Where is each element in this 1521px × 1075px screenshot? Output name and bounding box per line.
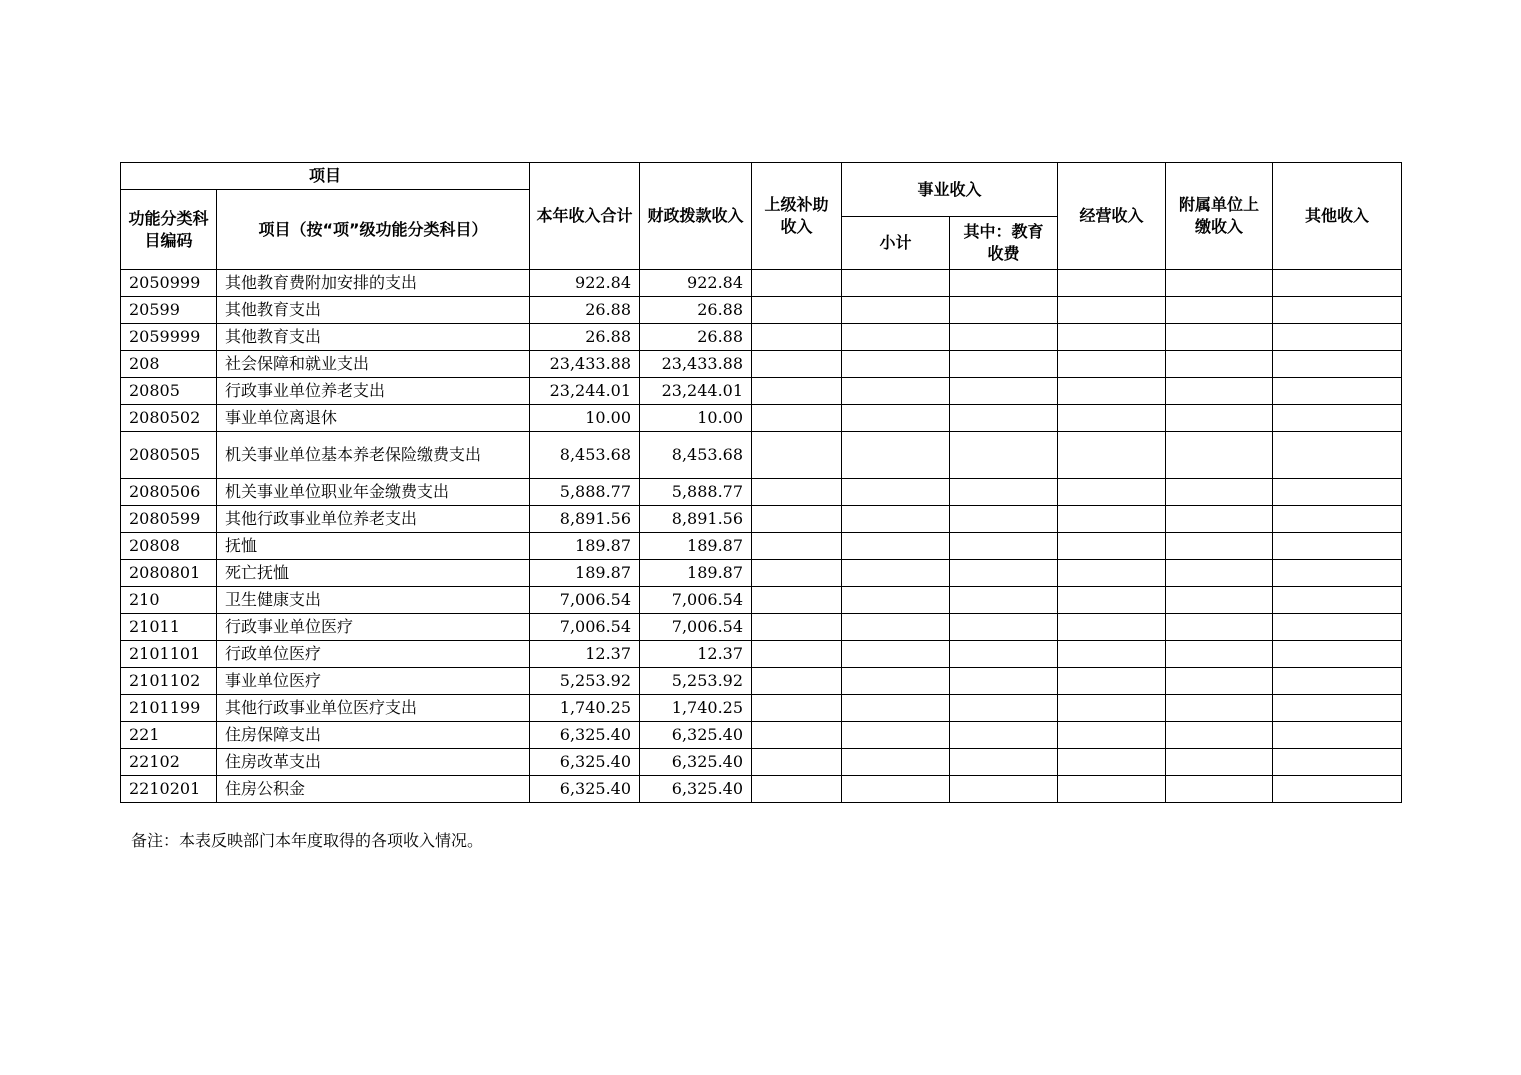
row-total: 23,433.88 bbox=[530, 351, 640, 378]
row-affiliated bbox=[1166, 641, 1273, 668]
row-education-fee bbox=[950, 533, 1058, 560]
row-code: 2101101 bbox=[121, 641, 217, 668]
row-name: 住房保障支出 bbox=[217, 722, 530, 749]
row-superior bbox=[752, 776, 842, 803]
row-other bbox=[1273, 533, 1402, 560]
header-code: 功能分类科目编码 bbox=[121, 190, 217, 270]
header-fiscal: 财政拨款收入 bbox=[640, 163, 752, 270]
row-other bbox=[1273, 560, 1402, 587]
row-code: 2101102 bbox=[121, 668, 217, 695]
row-superior bbox=[752, 749, 842, 776]
row-operating bbox=[1058, 614, 1166, 641]
row-other bbox=[1273, 506, 1402, 533]
row-name: 社会保障和就业支出 bbox=[217, 351, 530, 378]
row-operating bbox=[1058, 324, 1166, 351]
row-total: 5,888.77 bbox=[530, 479, 640, 506]
row-code: 20808 bbox=[121, 533, 217, 560]
row-total: 23,244.01 bbox=[530, 378, 640, 405]
row-affiliated bbox=[1166, 560, 1273, 587]
row-code: 210 bbox=[121, 587, 217, 614]
row-other bbox=[1273, 270, 1402, 297]
row-education-fee bbox=[950, 479, 1058, 506]
header-name: 项目（按“项”级功能分类科目） bbox=[217, 190, 530, 270]
income-table bbox=[120, 162, 1402, 803]
row-affiliated bbox=[1166, 297, 1273, 324]
header-business-group: 事业收入 bbox=[842, 163, 1058, 217]
header-superior: 上级补助收入 bbox=[752, 163, 842, 270]
row-other bbox=[1273, 641, 1402, 668]
row-code: 2080599 bbox=[121, 506, 217, 533]
row-other bbox=[1273, 722, 1402, 749]
row-other bbox=[1273, 668, 1402, 695]
row-name: 行政单位医疗 bbox=[217, 641, 530, 668]
row-code: 21011 bbox=[121, 614, 217, 641]
table-row bbox=[121, 405, 1402, 432]
row-total: 1,740.25 bbox=[530, 695, 640, 722]
row-total: 8,453.68 bbox=[530, 432, 640, 479]
row-operating bbox=[1058, 749, 1166, 776]
row-affiliated bbox=[1166, 324, 1273, 351]
row-fiscal: 7,006.54 bbox=[640, 614, 752, 641]
row-affiliated bbox=[1166, 749, 1273, 776]
row-total: 6,325.40 bbox=[530, 722, 640, 749]
row-fiscal: 8,453.68 bbox=[640, 432, 752, 479]
row-operating bbox=[1058, 533, 1166, 560]
row-subtotal bbox=[842, 270, 950, 297]
row-education-fee bbox=[950, 695, 1058, 722]
row-fiscal: 1,740.25 bbox=[640, 695, 752, 722]
row-affiliated bbox=[1166, 479, 1273, 506]
row-subtotal bbox=[842, 351, 950, 378]
table-row bbox=[121, 560, 1402, 587]
row-operating bbox=[1058, 776, 1166, 803]
row-education-fee bbox=[950, 351, 1058, 378]
row-superior bbox=[752, 560, 842, 587]
row-total: 12.37 bbox=[530, 641, 640, 668]
row-code: 2080801 bbox=[121, 560, 217, 587]
table-row bbox=[121, 533, 1402, 560]
table-body bbox=[121, 270, 1402, 803]
row-name: 住房公积金 bbox=[217, 776, 530, 803]
row-subtotal bbox=[842, 695, 950, 722]
table-row bbox=[121, 641, 1402, 668]
row-name: 其他教育支出 bbox=[217, 324, 530, 351]
row-education-fee bbox=[950, 776, 1058, 803]
table-row bbox=[121, 270, 1402, 297]
row-affiliated bbox=[1166, 614, 1273, 641]
row-subtotal bbox=[842, 749, 950, 776]
table-row bbox=[121, 506, 1402, 533]
row-superior bbox=[752, 378, 842, 405]
row-subtotal bbox=[842, 776, 950, 803]
row-superior bbox=[752, 506, 842, 533]
row-total: 10.00 bbox=[530, 405, 640, 432]
table-row bbox=[121, 324, 1402, 351]
row-fiscal: 6,325.40 bbox=[640, 749, 752, 776]
row-fiscal: 10.00 bbox=[640, 405, 752, 432]
header-project-group: 项目 bbox=[121, 163, 530, 190]
row-education-fee bbox=[950, 614, 1058, 641]
row-total: 7,006.54 bbox=[530, 587, 640, 614]
row-affiliated bbox=[1166, 587, 1273, 614]
row-name: 机关事业单位基本养老保险缴费支出 bbox=[217, 432, 530, 479]
header-affiliated: 附属单位上缴收入 bbox=[1166, 163, 1273, 270]
row-education-fee bbox=[950, 587, 1058, 614]
row-fiscal: 6,325.40 bbox=[640, 776, 752, 803]
row-other bbox=[1273, 749, 1402, 776]
row-other bbox=[1273, 776, 1402, 803]
row-superior bbox=[752, 351, 842, 378]
row-fiscal: 6,325.40 bbox=[640, 722, 752, 749]
row-name: 事业单位医疗 bbox=[217, 668, 530, 695]
row-subtotal bbox=[842, 324, 950, 351]
row-superior bbox=[752, 668, 842, 695]
row-superior bbox=[752, 587, 842, 614]
row-operating bbox=[1058, 479, 1166, 506]
row-subtotal bbox=[842, 297, 950, 324]
row-subtotal bbox=[842, 722, 950, 749]
row-total: 26.88 bbox=[530, 324, 640, 351]
row-operating bbox=[1058, 405, 1166, 432]
row-fiscal: 23,433.88 bbox=[640, 351, 752, 378]
row-superior bbox=[752, 614, 842, 641]
table-row bbox=[121, 479, 1402, 506]
table-header bbox=[121, 163, 1402, 270]
row-code: 208 bbox=[121, 351, 217, 378]
row-total: 189.87 bbox=[530, 560, 640, 587]
row-fiscal: 5,888.77 bbox=[640, 479, 752, 506]
row-education-fee bbox=[950, 560, 1058, 587]
row-operating bbox=[1058, 351, 1166, 378]
row-superior bbox=[752, 432, 842, 479]
row-name: 住房改革支出 bbox=[217, 749, 530, 776]
row-fiscal: 189.87 bbox=[640, 560, 752, 587]
table-row bbox=[121, 722, 1402, 749]
row-subtotal bbox=[842, 587, 950, 614]
header-education-fee: 其中：教育收费 bbox=[950, 217, 1058, 270]
row-education-fee bbox=[950, 324, 1058, 351]
row-total: 6,325.40 bbox=[530, 776, 640, 803]
row-subtotal bbox=[842, 506, 950, 533]
row-fiscal: 7,006.54 bbox=[640, 587, 752, 614]
row-code: 2080505 bbox=[121, 432, 217, 479]
row-other bbox=[1273, 479, 1402, 506]
row-other bbox=[1273, 587, 1402, 614]
row-name: 行政事业单位养老支出 bbox=[217, 378, 530, 405]
row-affiliated bbox=[1166, 695, 1273, 722]
row-education-fee bbox=[950, 506, 1058, 533]
row-operating bbox=[1058, 378, 1166, 405]
row-name: 其他行政事业单位医疗支出 bbox=[217, 695, 530, 722]
row-total: 5,253.92 bbox=[530, 668, 640, 695]
row-education-fee bbox=[950, 405, 1058, 432]
row-other bbox=[1273, 405, 1402, 432]
row-operating bbox=[1058, 722, 1166, 749]
row-operating bbox=[1058, 587, 1166, 614]
row-education-fee bbox=[950, 641, 1058, 668]
row-total: 189.87 bbox=[530, 533, 640, 560]
row-superior bbox=[752, 405, 842, 432]
row-fiscal: 922.84 bbox=[640, 270, 752, 297]
row-name: 其他教育费附加安排的支出 bbox=[217, 270, 530, 297]
row-code: 2101199 bbox=[121, 695, 217, 722]
row-subtotal bbox=[842, 405, 950, 432]
row-total: 8,891.56 bbox=[530, 506, 640, 533]
row-subtotal bbox=[842, 641, 950, 668]
row-affiliated bbox=[1166, 506, 1273, 533]
row-operating bbox=[1058, 668, 1166, 695]
row-code: 2059999 bbox=[121, 324, 217, 351]
row-name: 其他行政事业单位养老支出 bbox=[217, 506, 530, 533]
row-subtotal bbox=[842, 533, 950, 560]
row-code: 221 bbox=[121, 722, 217, 749]
header-subtotal: 小计 bbox=[842, 217, 950, 270]
row-subtotal bbox=[842, 614, 950, 641]
row-name: 机关事业单位职业年金缴费支出 bbox=[217, 479, 530, 506]
row-operating bbox=[1058, 297, 1166, 324]
row-name: 抚恤 bbox=[217, 533, 530, 560]
row-fiscal: 23,244.01 bbox=[640, 378, 752, 405]
row-name: 死亡抚恤 bbox=[217, 560, 530, 587]
row-code: 2050999 bbox=[121, 270, 217, 297]
row-fiscal: 5,253.92 bbox=[640, 668, 752, 695]
row-other bbox=[1273, 324, 1402, 351]
row-operating bbox=[1058, 270, 1166, 297]
table-row bbox=[121, 614, 1402, 641]
row-name: 行政事业单位医疗 bbox=[217, 614, 530, 641]
row-superior bbox=[752, 695, 842, 722]
row-affiliated bbox=[1166, 351, 1273, 378]
table-row bbox=[121, 587, 1402, 614]
row-operating bbox=[1058, 506, 1166, 533]
row-affiliated bbox=[1166, 722, 1273, 749]
table-note: 备注：本表反映部门本年度取得的各项收入情况。 bbox=[131, 831, 484, 850]
row-code: 2080502 bbox=[121, 405, 217, 432]
row-other bbox=[1273, 432, 1402, 479]
row-operating bbox=[1058, 695, 1166, 722]
row-subtotal bbox=[842, 479, 950, 506]
row-affiliated bbox=[1166, 405, 1273, 432]
row-fiscal: 12.37 bbox=[640, 641, 752, 668]
row-code: 20599 bbox=[121, 297, 217, 324]
table-row bbox=[121, 668, 1402, 695]
row-education-fee bbox=[950, 668, 1058, 695]
row-code: 2210201 bbox=[121, 776, 217, 803]
row-superior bbox=[752, 297, 842, 324]
row-affiliated bbox=[1166, 432, 1273, 479]
table-row bbox=[121, 749, 1402, 776]
row-affiliated bbox=[1166, 533, 1273, 560]
row-affiliated bbox=[1166, 776, 1273, 803]
header-operating: 经营收入 bbox=[1058, 163, 1166, 270]
row-fiscal: 26.88 bbox=[640, 297, 752, 324]
row-superior bbox=[752, 270, 842, 297]
table-row bbox=[121, 432, 1402, 479]
row-other bbox=[1273, 297, 1402, 324]
row-affiliated bbox=[1166, 378, 1273, 405]
row-education-fee bbox=[950, 749, 1058, 776]
row-other bbox=[1273, 614, 1402, 641]
row-superior bbox=[752, 722, 842, 749]
row-affiliated bbox=[1166, 668, 1273, 695]
row-education-fee bbox=[950, 432, 1058, 479]
header-total: 本年收入合计 bbox=[530, 163, 640, 270]
row-superior bbox=[752, 479, 842, 506]
row-education-fee bbox=[950, 722, 1058, 749]
table-row bbox=[121, 297, 1402, 324]
row-other bbox=[1273, 351, 1402, 378]
row-fiscal: 189.87 bbox=[640, 533, 752, 560]
row-subtotal bbox=[842, 560, 950, 587]
row-education-fee bbox=[950, 270, 1058, 297]
table-row bbox=[121, 776, 1402, 803]
row-subtotal bbox=[842, 668, 950, 695]
row-operating bbox=[1058, 641, 1166, 668]
row-superior bbox=[752, 533, 842, 560]
row-code: 20805 bbox=[121, 378, 217, 405]
row-code: 2080506 bbox=[121, 479, 217, 506]
row-name: 卫生健康支出 bbox=[217, 587, 530, 614]
table-row bbox=[121, 378, 1402, 405]
row-total: 6,325.40 bbox=[530, 749, 640, 776]
row-total: 7,006.54 bbox=[530, 614, 640, 641]
row-superior bbox=[752, 641, 842, 668]
row-other bbox=[1273, 378, 1402, 405]
header-other: 其他收入 bbox=[1273, 163, 1402, 270]
row-name: 其他教育支出 bbox=[217, 297, 530, 324]
row-fiscal: 8,891.56 bbox=[640, 506, 752, 533]
row-education-fee bbox=[950, 378, 1058, 405]
row-fiscal: 26.88 bbox=[640, 324, 752, 351]
row-code: 22102 bbox=[121, 749, 217, 776]
row-other bbox=[1273, 695, 1402, 722]
row-subtotal bbox=[842, 432, 950, 479]
table-row bbox=[121, 351, 1402, 378]
row-superior bbox=[752, 324, 842, 351]
row-name: 事业单位离退休 bbox=[217, 405, 530, 432]
row-education-fee bbox=[950, 297, 1058, 324]
row-affiliated bbox=[1166, 270, 1273, 297]
row-operating bbox=[1058, 560, 1166, 587]
row-subtotal bbox=[842, 378, 950, 405]
table-row bbox=[121, 695, 1402, 722]
row-operating bbox=[1058, 432, 1166, 479]
row-total: 922.84 bbox=[530, 270, 640, 297]
row-total: 26.88 bbox=[530, 297, 640, 324]
